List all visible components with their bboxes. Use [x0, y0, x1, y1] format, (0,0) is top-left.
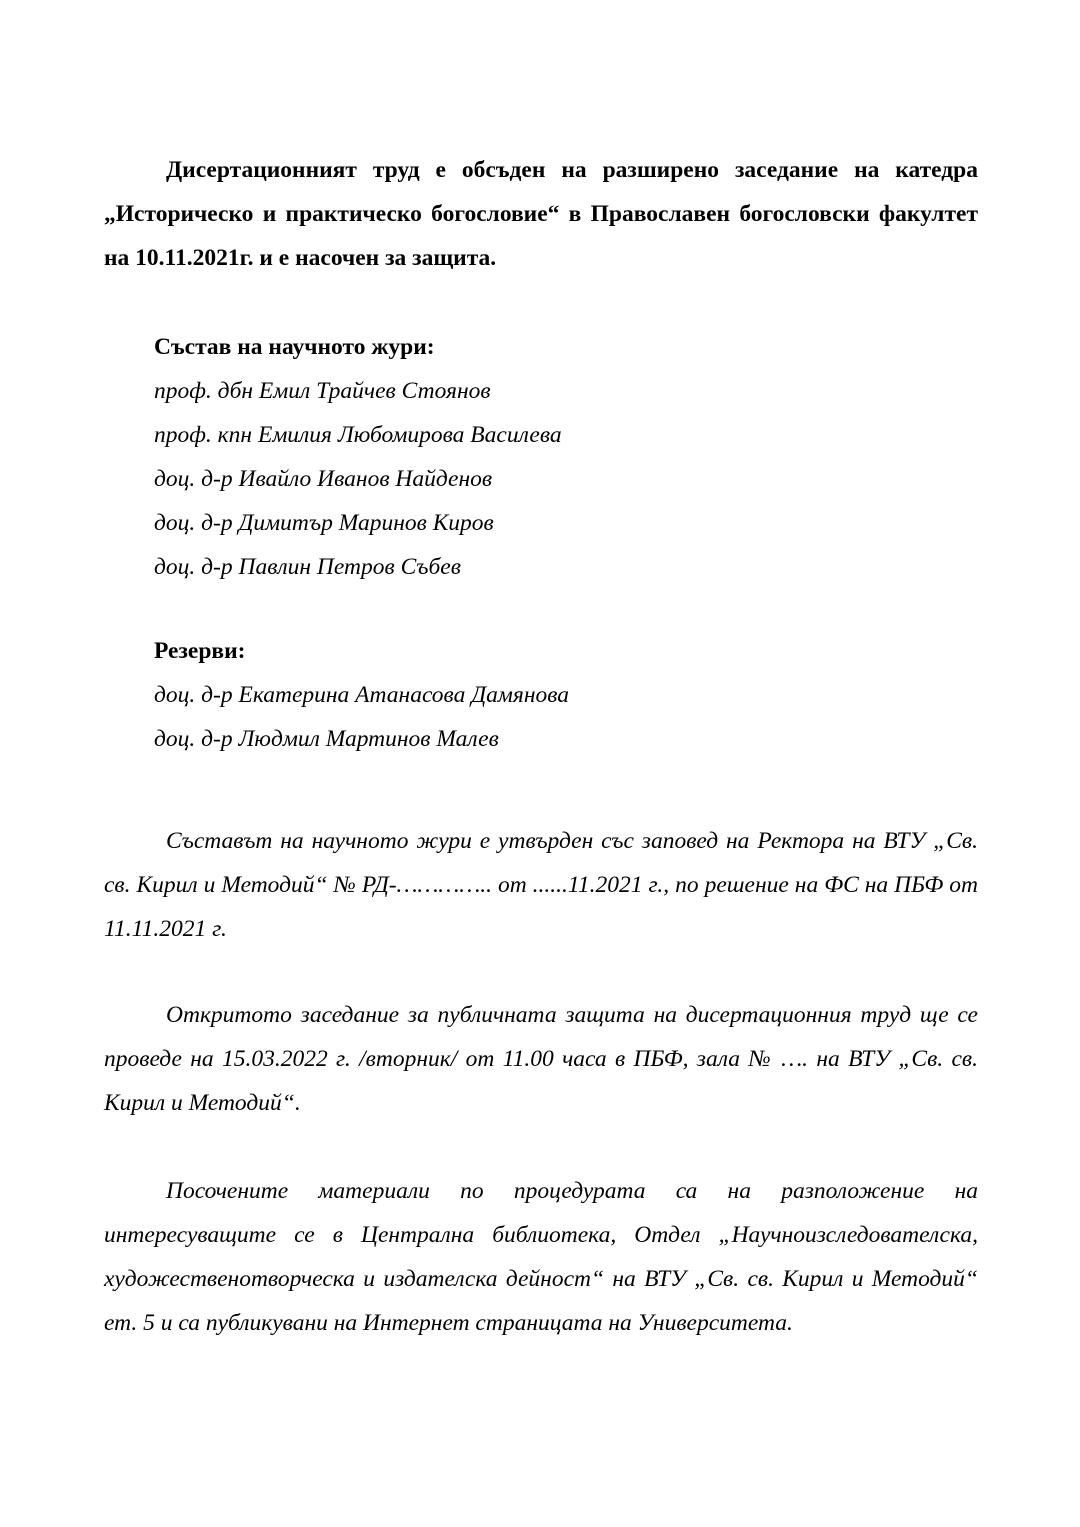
jury-member: проф. дбн Емил Трайчев Стоянов	[154, 378, 491, 404]
reserves-section	[154, 629, 954, 761]
reserve-member: доц. д-р Екатерина Атанасова Дамянова	[154, 682, 570, 708]
defense-paragraph: Откритото заседание за публичната защита на дисертационния труд ще се проведе на 15.03.2022 г. /вторник/ от 11.00 часа в ПБФ, зала № …. на ВТУ „Св. св. Кирил и Методий“.	[104, 1002, 978, 1116]
materials-paragraph: Посочените материали по процедурата са на разположение на интересуващите се в Централна библиотека, Отдел „Научноизследователска, художественотворческа и издателска дейност“ на ВТУ „Св. св. Кирил и Методий“ ет. 5 и са публикувани на Интернет страницата на Университета.	[104, 1178, 978, 1336]
jury-member-list	[154, 369, 954, 589]
jury-member: доц. д-р Ивайло Иванов Найденов	[154, 466, 493, 492]
reserve-member: доц. д-р Людмил Мартинов Малев	[154, 726, 499, 752]
reserves-heading: Резерви:	[154, 638, 246, 664]
approval-paragraph: Съставът на научното жури е утвърден със заповед на Ректора на ВТУ „Св. св. Кирил и Методий“ № РД-………….. от ......11.2021 г., по решение на ФС на ПБФ от 11.11.2021 г.	[104, 828, 978, 942]
reserves-member-list	[154, 673, 954, 761]
intro-paragraph: Дисертационният труд е обсъден на разширено заседание на катедра „Историческо и практическо богословие“ в Православен богословски факултет на 10.11.2021г. и е насочен за защита.	[104, 157, 978, 271]
jury-member: доц. д-р Павлин Петров Събев	[154, 554, 461, 580]
jury-heading: Състав на научното жури:	[154, 334, 435, 360]
jury-member: проф. кпн Емилия Любомирова Василева	[154, 422, 562, 448]
jury-section	[154, 325, 954, 589]
jury-member: доц. д-р Димитър Маринов Киров	[154, 510, 494, 536]
